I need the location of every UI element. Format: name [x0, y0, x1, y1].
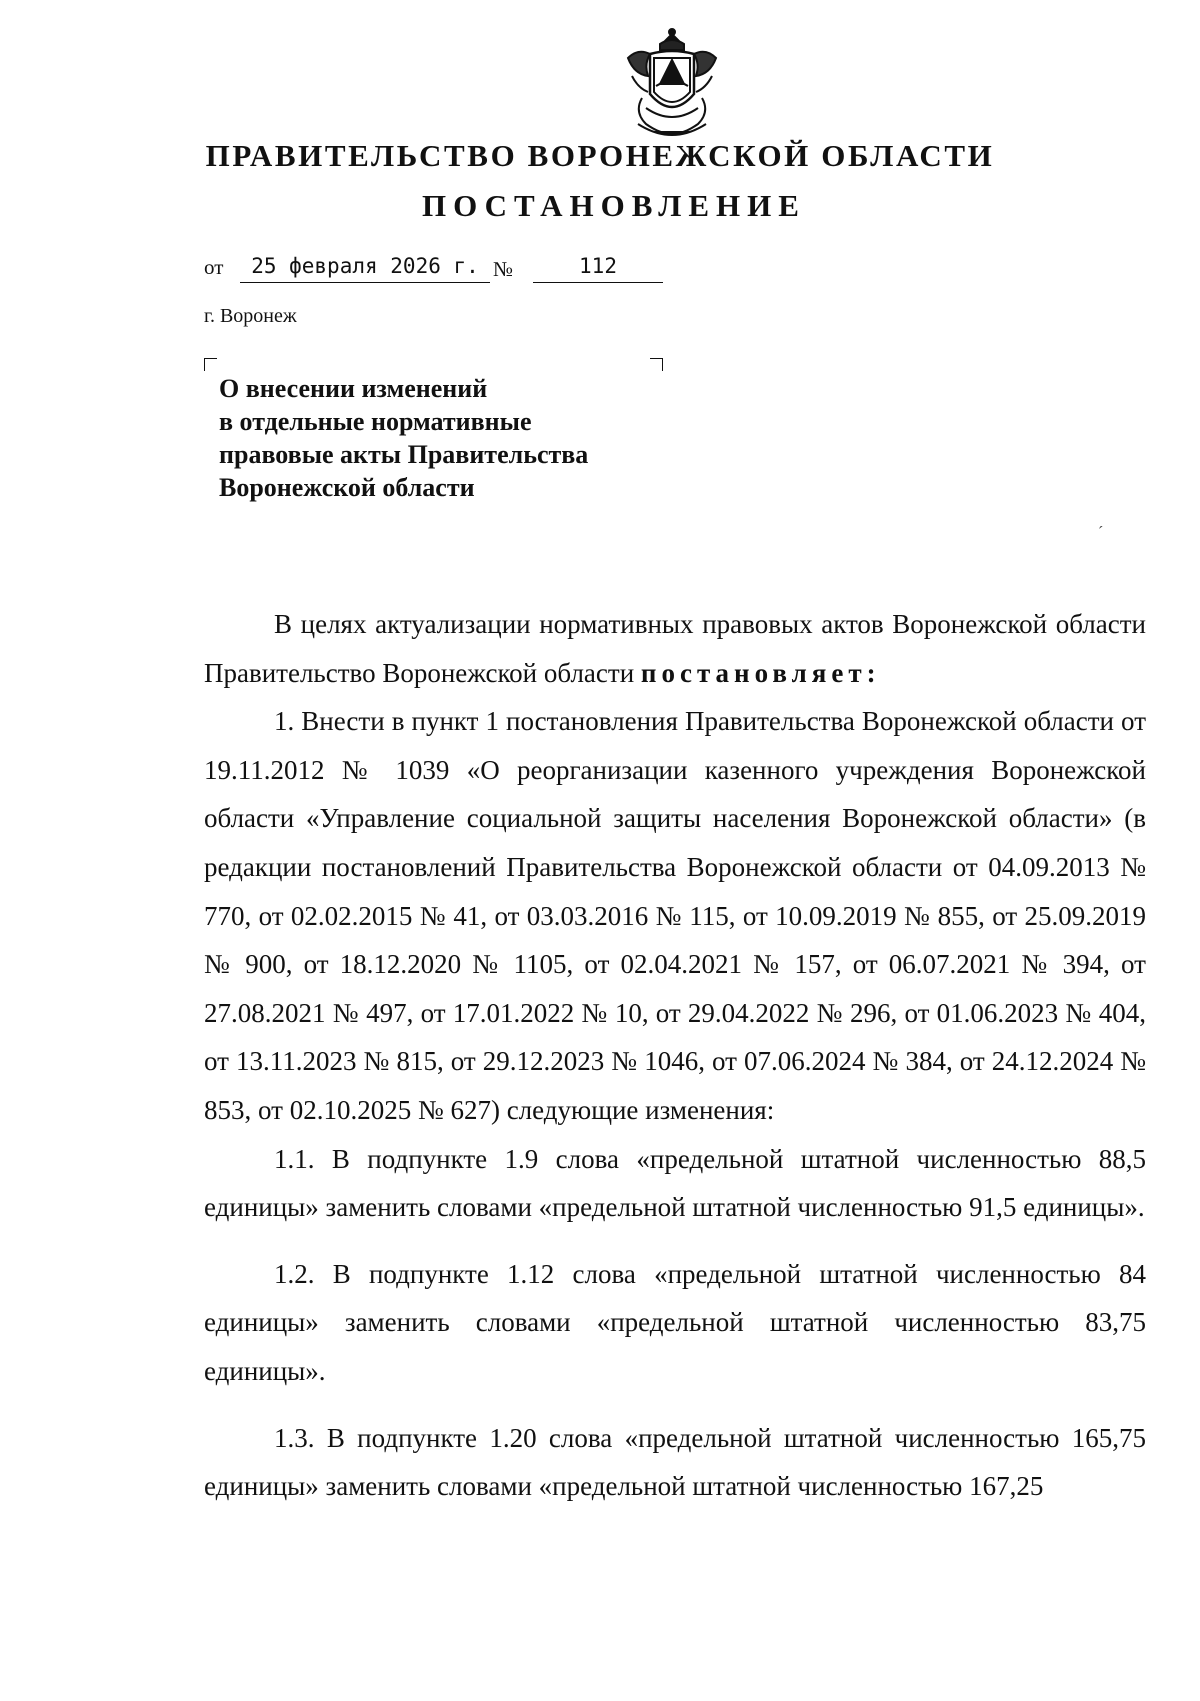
date-prefix-label: от — [204, 255, 224, 279]
subject-line: в отдельные нормативные — [219, 407, 532, 436]
subject-line: Воронежской области — [219, 473, 475, 502]
subject-line: О внесении изменений — [219, 374, 488, 403]
clause-1-2: 1.2. В подпункте 1.12 слова «предельной штатной численностью 84 единицы» заменить словами «предельной штатной численностью 83,75 единицы». — [204, 1258, 1146, 1386]
subject-bracket-left — [204, 358, 217, 371]
resolves-keyword: постановляет: — [640, 657, 881, 688]
document-date-field: 25 февраля 2026 г. — [240, 252, 490, 283]
government-title: ПРАВИТЕЛЬСТВО ВОРОНЕЖСКОЙ ОБЛАСТИ — [205, 138, 995, 173]
clause-1-3: 1.3. В подпункте 1.20 слова «предельной штатной численностью 165,75 единицы» заменить словами «предельной штатной численностью 167,25 — [204, 1422, 1146, 1502]
document-subject — [219, 372, 679, 504]
preamble-paragraph — [204, 600, 1146, 697]
scan-mark: ˊ — [1098, 524, 1104, 541]
clause-1: 1. Внести в пункт 1 постановления Правительства Воронежской области от 19.11.2012 № 1039 «О реорганизации казенного учреждения Воронежской области «Управление социальной защиты населения Воронежской области» (в редакции постановлений Правительства Воронежской области от 04.09.2013 № 770, от 02.02.2015 № 41, от 03.03.2016 № 115, от 10.09.2019 № 855, от 25.09.2019 № 900, от 18.12.2020 № 1105, от 02.04.2021 № 157, от 06.07.2021 № 394, от 27.08.2021 № 497, от 17.01.2022 № 10, от 29.04.2022 № 296, от 01.06.2023 № 404, от 13.11.2023 № 815, от 29.12.2023 № 1046, от 07.06.2024 № 384, от 24.12.2024 № 853, от 02.10.2025 № 627) следующие изменения: — [204, 706, 1146, 1125]
document-body — [204, 600, 1146, 1511]
subject-bracket-right — [650, 358, 663, 371]
preamble-text: В целях актуализации нормативных правовых актов Воронежской области Правительство Воронежской области — [204, 609, 1146, 688]
document-type-heading: ПОСТАНОВЛЕНИЕ — [422, 188, 806, 223]
number-prefix-label: № — [493, 257, 514, 281]
issue-city: г. Воронеж — [204, 305, 297, 327]
subject-line: правовые акты Правительства — [219, 440, 589, 469]
clause-1-1: 1.1. В подпункте 1.9 слова «предельной штатной численностью 88,5 единицы» заменить словами «предельной штатной численностью 91,5 единицы». — [204, 1143, 1146, 1223]
document-number-field: 112 — [533, 252, 663, 283]
coat-of-arms-emblem — [620, 28, 724, 146]
